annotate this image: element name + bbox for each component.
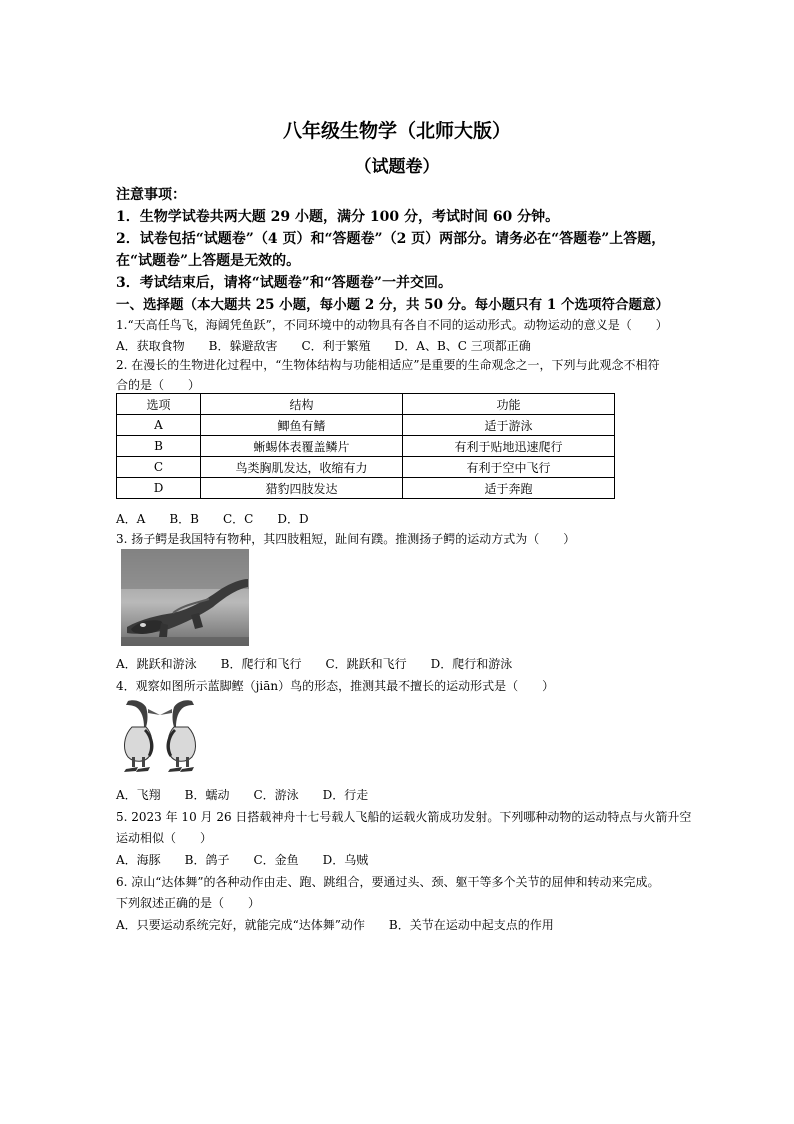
table-cell: A (117, 415, 201, 436)
q2-stem-cont: 合的是（ ） (116, 378, 201, 392)
notice-item-2-cont: 在“试题卷”上答题是无效的。 (116, 253, 301, 269)
table-row (117, 457, 615, 478)
notice-item-2: 2．试卷包括“试题卷”（4 页）和“答题卷”（2 页）两部分。请务必在“答题卷”上答题， (116, 231, 666, 247)
table-cell: 适于游泳 (403, 415, 615, 436)
table-header-cell: 结构 (201, 394, 403, 415)
q1-options: A．获取食物 B．躲避敌害 C．利于繁殖 D．A、B、C 三项都正确 (116, 339, 531, 353)
table-row (117, 478, 615, 499)
table-header-cell: 选项 (117, 394, 201, 415)
notice-heading: 注意事项： (116, 187, 186, 203)
page-subtitle: （试题卷） (354, 157, 440, 177)
table-header-row (117, 394, 615, 415)
table-header-cell: 功能 (403, 394, 615, 415)
section-heading: 一、选择题（本大题共 25 小题，每小题 2 分，共 50 分。每小题只有 1 个选项符合题意） (116, 297, 669, 313)
table-cell: D (117, 478, 201, 499)
q2-stem: 2. 在漫长的生物进化过程中，“生物体结构与功能相适应”是重要的生命观念之一，下列与此观念不相符 (116, 358, 660, 372)
table-cell: 适于奔跑 (403, 478, 615, 499)
table-row (117, 415, 615, 436)
notice-item-1: 1．生物学试卷共两大题 29 小题，满分 100 分，考试时间 60 分钟。 (116, 209, 560, 225)
table-cell: 鸟类胸肌发达，收缩有力 (201, 457, 403, 478)
table-cell: 有利于空中飞行 (403, 457, 615, 478)
q4-stem: 4．观察如图所示蓝脚鲣（jiān）鸟的形态，推测其最不擅长的运动形式是（ ） (116, 679, 555, 693)
table-cell: 鲫鱼有鳍 (201, 415, 403, 436)
page-title: 八年级生物学（北师大版） (282, 120, 511, 142)
table-cell: 有利于贴地迅速爬行 (403, 436, 615, 457)
q2-table (116, 393, 615, 499)
q6-stem: 6. 凉山“达体舞”的各种动作由走、跑、跳组合，要通过头、颈、躯干等多个关节的屈伸和转动来完成。 (116, 875, 660, 889)
table-cell: B (117, 436, 201, 457)
q5-stem: 5. 2023 年 10 月 26 日搭载神舟十七号载人飞船的运载火箭成功发射。下列哪种动物的运动特点与火箭升空 (116, 810, 692, 824)
booby-birds-image (118, 697, 204, 777)
table-cell: C (117, 457, 201, 478)
q5-stem-cont: 运动相似（ ） (116, 831, 213, 845)
q1-stem: 1.“天高任鸟飞，海阔凭鱼跃”，不同环境中的动物具有各自不同的运动形式。动物运动的意义是（ ） (116, 318, 668, 332)
q4-options: A．飞翔 B．蠕动 C．游泳 D．行走 (116, 788, 369, 802)
q2-options: A．A B．B C．C D．D (116, 512, 309, 526)
table-cell: 猎豹四肢发达 (201, 478, 403, 499)
alligator-image (121, 549, 249, 646)
table-row (117, 436, 615, 457)
q6-options: A．只要运动系统完好，就能完成“达体舞”动作 B．关节在运动中起支点的作用 (116, 918, 554, 932)
q3-options: A．跳跃和游泳 B．爬行和飞行 C．跳跃和飞行 D．爬行和游泳 (116, 657, 513, 671)
q6-stem-cont: 下列叙述正确的是（ ） (116, 896, 261, 910)
q5-options: A．海豚 B．鸽子 C．金鱼 D．乌贼 (116, 853, 369, 867)
q3-stem: 3. 扬子鳄是我国特有物种，其四肢粗短，趾间有蹼。推测扬子鳄的运动方式为（ ） (116, 532, 576, 546)
notice-item-3: 3．考试结束后，请将“试题卷”和“答题卷”一并交回。 (116, 275, 452, 291)
table-cell: 蜥蜴体表覆盖鳞片 (201, 436, 403, 457)
